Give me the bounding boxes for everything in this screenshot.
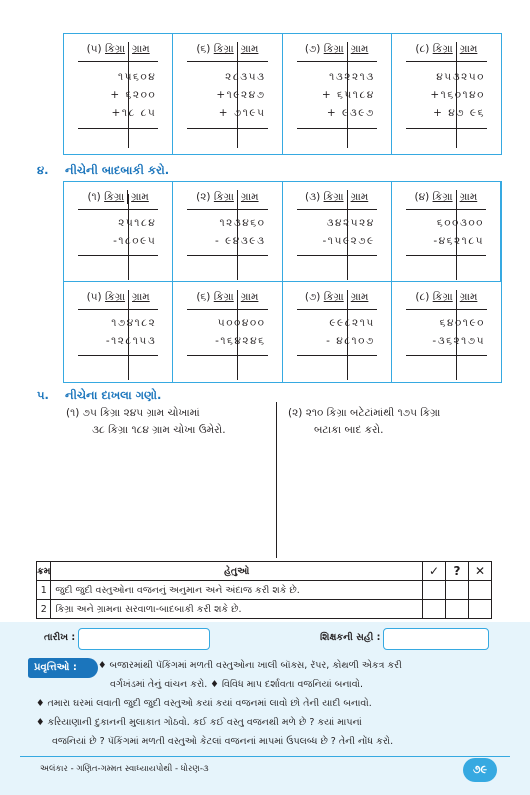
table-row: 2 કિગ્રા અને ગ્રામના સરવાળા-બાદબાકી કરી શકે છે. (37, 600, 492, 619)
problem-row: ૬૪૦૧૯૦ (439, 317, 485, 329)
subtraction-grid (63, 181, 502, 383)
tick-box[interactable] (423, 600, 446, 619)
problem-row: ૧૭૪૧૮૨ (111, 317, 157, 329)
date-label: તારીખ : (44, 632, 76, 643)
question-1-line-1: (૧) ૭૫ કિગ્રા ૨૪૫ ગ્રામ ચોખામાં (66, 407, 200, 419)
col-objectives: હેતુઓ (51, 562, 423, 581)
subtraction-problem-4: (૪) કિગ્રા ગ્રામ ૬૦૦૩૦૦ -૪૬૨૧૮૫ (392, 182, 501, 282)
problem-row: ૧૩૨૨૧૩ (329, 71, 375, 83)
subtraction-problem-3: (૩) કિગ્રા ગ્રામ ૩૪૨૫૨૪ -૧૫૯૨૭૯ (283, 182, 392, 282)
problem-row: -૩૬૨૧૭૫ (432, 335, 485, 347)
question-1-line-2: ૩૮ કિગ્રા ૧૮૪ ગ્રામ ચોખા ઉમેરો. (92, 424, 226, 436)
problem-row: -૪૬૨૧૮૫ (433, 235, 484, 247)
subtraction-problem-1: (૧) કિગ્રા ગ્રામ ૨૫૧૮૪ -૧૮૦૯૫ (64, 182, 173, 282)
subtraction-problem-2: (૨) કિગ્રા ગ્રામ ૧૨૩૪૬૦ - ૯૪૩૯૩ (173, 182, 282, 282)
problem-row: -૧૨૮૧૫૩ (105, 335, 157, 347)
page-number: ૭૯ (472, 763, 488, 776)
problem-row: + ૯૩૯૭ (326, 107, 375, 119)
problem-row: ૨૫૧૮૪ (118, 217, 157, 229)
question-2-line-2: બટાકા બાદ કરો. (314, 424, 384, 436)
section-5-number: ૫. (37, 388, 49, 402)
subtraction-problem-5: (૫) કિગ્રા ગ્રામ ૧૭૪૧૮૨ -૧૨૮૧૫૩ (64, 282, 173, 382)
problem-row: + ૭૧૯૫ (218, 107, 266, 119)
problem-row: + ૪૭ ૯૬ (433, 107, 485, 119)
problem-row: ૨૮૩૫૩ (225, 71, 266, 83)
table-row: 1 જુદી જુદી વસ્તુઓના વજનનું અનુમાન અને અંદાજ કરી શકે છે. (37, 581, 492, 600)
activities-badge: પ્રવૃત્તિઓ : (28, 658, 98, 678)
activity-line-5: વજનિયાં છે ? પૅકિંગમાં મળતી વસ્તુઓ કેટલાં વજનનાં માપમાં ઉપલબ્ધ છે ? તેની નોંધ કરો. (52, 736, 394, 747)
question-box[interactable] (446, 581, 469, 600)
page-number-badge (463, 758, 497, 782)
section-4-title: નીચેની બાદબાકી કરો. (65, 163, 170, 177)
problem-row: -૧૮૦૯૫ (113, 235, 157, 247)
subtraction-problem-8: (૮) કિગ્રા ગ્રામ ૬૪૦૧૯૦ -૩૬૨૧૭૫ (392, 282, 501, 382)
subtraction-problem-6: (૬) કિગ્રા ગ્રામ ૫૦૦૪૦૦ -૧૬૪૨૪૬ (173, 282, 282, 382)
activity-line-1: ♦ બજારમાંથી પૅકિંગમાં મળતી વસ્તુઓના ખાલી બૉક્સ, રૅપર, કોથળી એકત્ર કરી (98, 660, 402, 671)
footer-text: અલંકાર - ગણિત-ગમ્મત સ્વાધ્યાયપોથી - ધોરણ-૩ (40, 764, 209, 774)
problem-row: ૯૯૮૨૧૫ (329, 317, 375, 329)
problem-row: ૩૪૨૫૨૪ (326, 217, 375, 229)
question-box[interactable] (446, 600, 469, 619)
col-question: ? (446, 562, 469, 581)
problem-row: +૧૮ ૮૫ (111, 107, 157, 119)
teacher-signature-label: શિક્ષકની સહી : (320, 632, 381, 643)
footer-rule (20, 756, 510, 757)
teacher-signature-field[interactable] (383, 628, 489, 650)
problem-row: ૫૦૦૪૦૦ (217, 317, 266, 329)
section-5-title: નીચેના દાખલા ગણો. (65, 388, 162, 402)
column-divider (276, 402, 277, 558)
problem-row: -૧૫૯૨૭૯ (322, 235, 375, 247)
addition-grid (63, 33, 502, 155)
cross-box[interactable] (469, 600, 492, 619)
activity-line-2: વર્ગખંડમાં તેનું વાંચન કરો. ♦ વિવિધ માપ દર્શાવતા વજનિયાં બનાવો. (110, 679, 364, 690)
addition-problem-6: (૬) કિગ્રા ગ્રામ ૨૮૩૫૩ +૧૯૨૪૭ + ૭૧૯૫ (173, 34, 282, 154)
addition-problem-7: (૭) કિગ્રા ગ્રામ ૧૩૨૨૧૩ + ૬૫૧૮૪ + ૯૩૯૭ (283, 34, 392, 154)
problem-row: ૧૫૬૦૪ (117, 71, 157, 83)
col-tick: ✓ (423, 562, 446, 581)
addition-problem-5: (૫) કિગ્રા ગ્રામ ૧૫૬૦૪ + ૬૨૦૦ +૧૮ ૮૫ (64, 34, 173, 154)
problem-row: ૧૨૩૪૬૦ (219, 217, 266, 229)
col-cross: ✕ (469, 562, 492, 581)
addition-problem-8: (૮) કિગ્રા ગ્રામ ૪૫૩૨૫૦ +૧૬૦૧૪૦ + ૪૭ ૯૬ (392, 34, 501, 154)
objectives-table (36, 561, 492, 619)
problem-row: + ૬૨૦૦ (110, 89, 157, 101)
section-4-number: ૪. (37, 163, 49, 177)
date-field[interactable] (78, 628, 210, 650)
problem-row: ૪૫૩૨૫૦ (436, 71, 485, 83)
problem-row: - ૯૪૩૯૩ (214, 235, 266, 247)
problem-row: -૧૬૪૨૪૬ (215, 335, 266, 347)
activity-line-4: ♦ કરિયાણાની દુકાનની મુલાકાત ગોઠવો. કઈ કઈ વસ્તુ વજનથી મળે છે ? કયાં માપનાં (36, 717, 362, 728)
tick-box[interactable] (423, 581, 446, 600)
problem-row: + ૬૫૧૮૪ (321, 89, 375, 101)
activity-line-3: ♦ તમારા ઘરમાં લવાતી જુદી જુદી વસ્તુઓ કયાં કયાં વજનમાં લાવો છો તેની યાદી બનાવો. (36, 698, 372, 709)
question-2-line-1: (૨) ૨૧૦ કિગ્રા બટેટાંમાંથી ૧૭૫ કિગ્રા (288, 407, 441, 419)
problem-row: +૧૯૨૪૭ (216, 89, 266, 101)
problem-row: - ૪૮૧૦૭ (326, 335, 375, 347)
col-serial: ક્રમ (37, 562, 51, 581)
subtraction-problem-7: (૭) કિગ્રા ગ્રામ ૯૯૮૨૧૫ - ૪૮૧૦૭ (283, 282, 392, 382)
problem-row: +૧૬૦૧૪૦ (430, 89, 485, 101)
problem-row: ૬૦૦૩૦૦ (436, 217, 484, 229)
cross-box[interactable] (469, 581, 492, 600)
